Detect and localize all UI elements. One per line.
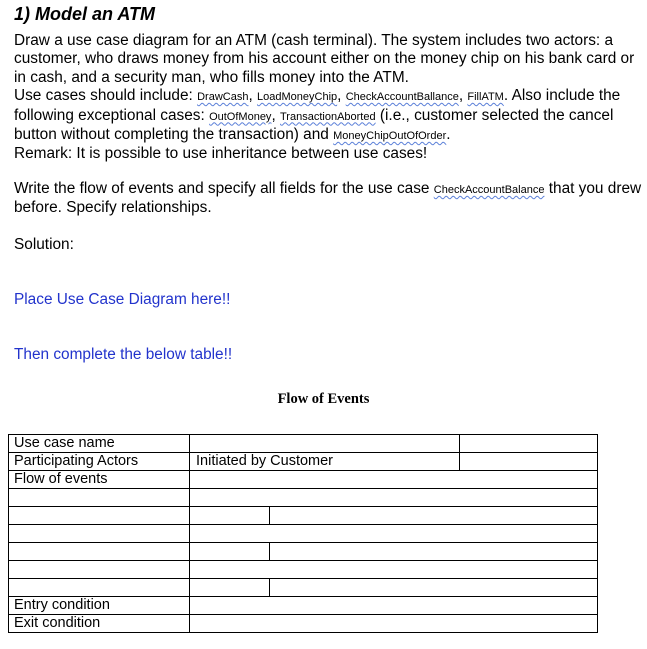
table-cell bbox=[190, 489, 598, 507]
row-label-entry-condition: Entry condition bbox=[9, 597, 190, 615]
table-cell bbox=[9, 561, 190, 579]
table-cell bbox=[190, 561, 598, 579]
table-row bbox=[9, 561, 598, 579]
table-row bbox=[9, 435, 598, 453]
row-label-flow-of-events: Flow of events bbox=[9, 471, 190, 489]
table-row bbox=[9, 507, 598, 525]
exception-ref: OutOfMoney bbox=[209, 110, 272, 123]
row-label-use-case-name: Use case name bbox=[9, 435, 190, 453]
table-cell bbox=[190, 543, 270, 561]
table-row bbox=[9, 453, 598, 471]
task-prefix: Write the flow of events and specify all fields for the use case bbox=[14, 180, 430, 197]
row-label-participating-actors: Participating Actors bbox=[9, 453, 190, 471]
table-row bbox=[9, 543, 598, 561]
table-row bbox=[9, 597, 598, 615]
use-case-name-extra-cell bbox=[460, 435, 598, 453]
row-label-exit-condition: Exit condition bbox=[9, 615, 190, 633]
flow-of-events-cell bbox=[190, 471, 598, 489]
participating-actors-extra-cell bbox=[460, 453, 598, 471]
table-row bbox=[9, 489, 598, 507]
table-cell bbox=[9, 489, 190, 507]
participating-actors-cell: Initiated by Customer bbox=[190, 453, 460, 471]
table-cell bbox=[9, 507, 190, 525]
task-description bbox=[14, 180, 642, 218]
table-row bbox=[9, 471, 598, 489]
use-case-ref: DrawCash bbox=[197, 91, 249, 104]
table-cell bbox=[270, 507, 598, 525]
exception-note: (i.e., customer selected the cancel button without completing the transaction) and bbox=[14, 106, 614, 144]
use-case-ref: LoadMoneyChip bbox=[257, 91, 338, 104]
use-case-name-cell bbox=[190, 435, 460, 453]
table-cell bbox=[9, 579, 190, 597]
intro-text: Draw a use case diagram for an ATM (cash terminal). The system includes two actors: a customer, who draws money from his account either on the money chip on his bank card or in cash, and a security man, who fills money into the ATM. bbox=[14, 32, 635, 86]
use-case-ref: CheckAccountBallance bbox=[345, 91, 459, 104]
task-use-case-ref: CheckAccountBalance bbox=[433, 184, 545, 196]
table-cell bbox=[190, 507, 270, 525]
diagram-placeholder: Place Use Case Diagram here!! bbox=[14, 291, 231, 308]
use-case-ref: FillATM bbox=[467, 91, 504, 104]
table-row bbox=[9, 615, 598, 633]
table-placeholder: Then complete the below table!! bbox=[14, 346, 233, 363]
exception-ref: TransactionAborted bbox=[280, 110, 376, 123]
table-caption: Flow of Events bbox=[277, 391, 370, 407]
table-row bbox=[9, 579, 598, 597]
exception-ref: MoneyChipOutOfOrder bbox=[333, 130, 447, 143]
table-row bbox=[9, 525, 598, 543]
table-cell bbox=[190, 579, 270, 597]
entry-condition-cell bbox=[190, 597, 598, 615]
table-cell bbox=[190, 525, 598, 543]
page-heading: 1) Model an ATM bbox=[14, 4, 155, 24]
table-cell bbox=[9, 525, 190, 543]
task-suffix: that you drew before. Specify relationships. bbox=[14, 180, 642, 217]
table-cell bbox=[270, 543, 598, 561]
assignment-description: Draw a use case diagram for an ATM (cash terminal). The system includes two actors: a customer, who draws money from his account either on the money chip on his bank card or in cash, and a security man, who fills money into the ATM. Use cases should include: DrawCash, LoadMoneyChip, CheckAccountBallance, FillATM. Also include the following exceptional cases: OutOfMoney, TransactionAborted (i.e., customer selected the cancel button without completing the transaction) and MoneyChipOutOfOrder. Remark: It is possible to use inheritance between use cases! bbox=[14, 32, 635, 163]
exit-condition-cell bbox=[190, 615, 598, 633]
flow-of-events-table bbox=[8, 434, 598, 633]
table-cell bbox=[9, 543, 190, 561]
also-include-text: Also include the following exceptional cases: bbox=[14, 87, 621, 124]
table-cell bbox=[270, 579, 598, 597]
solution-label: Solution: bbox=[14, 236, 74, 253]
use-cases-prefix: Use cases should include: bbox=[14, 87, 193, 105]
remark-text: Remark: It is possible to use inheritance between use cases! bbox=[14, 145, 428, 163]
